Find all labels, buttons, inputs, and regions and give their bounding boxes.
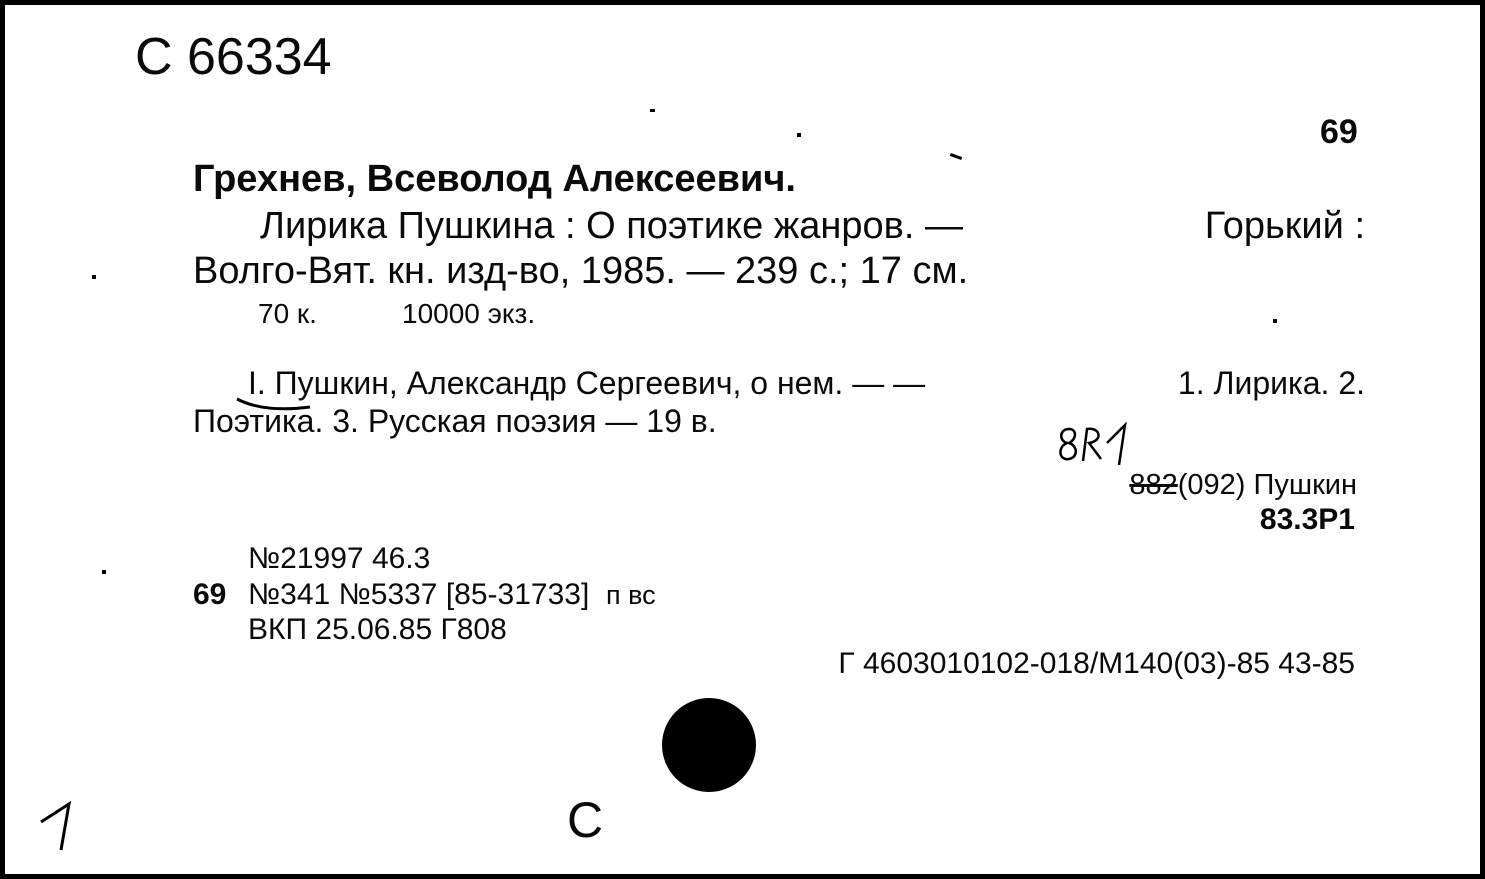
registration-prefix: 69	[193, 578, 227, 611]
crossed-out-class: 882	[1129, 469, 1178, 501]
subject-headings-line-2: Поэтика. 3. Русская поэзия — 19 в.	[193, 403, 717, 439]
speck-dot	[1273, 319, 1277, 323]
speck-dot	[797, 133, 801, 137]
top-number: 69	[1320, 113, 1358, 151]
bbk-code: 83.3Р1	[1259, 503, 1355, 536]
registration-line-3: ВКП 25.06.85 Г808	[248, 613, 507, 646]
speck-dot	[92, 275, 96, 279]
call-number: С 66334	[135, 28, 332, 86]
class-rest: (092) Пушкин	[1177, 469, 1357, 501]
print-run: 10000 экз.	[402, 298, 536, 329]
punch-hole	[662, 698, 756, 792]
publication-index-code: Г 4603010102-018/М140(03)-85 43-85	[838, 647, 1355, 680]
handwritten-classification-icon	[1055, 421, 1135, 471]
subject-headings-line-1-left: I. Пушкин, Александр Сергеевич, о нем. — —	[248, 365, 926, 401]
speck-dot	[650, 109, 655, 112]
registration-line-1: №21997 46.3	[248, 542, 431, 575]
handwritten-mark-icon	[35, 800, 85, 855]
title-line-1-right: Горький :	[1204, 205, 1365, 247]
author-heading: Грехнев, Всеволод Алексеевич.	[193, 158, 796, 200]
bottom-letter: С	[567, 792, 604, 848]
speck-dot	[950, 153, 962, 160]
title-line-2: Волго-Вят. кн. изд-во, 1985. — 239 с.; 17 см.	[193, 250, 969, 292]
price: 70 к.	[258, 298, 317, 329]
registration-line-2	[248, 578, 656, 612]
classification-line	[1129, 469, 1357, 502]
speck-dot	[102, 570, 106, 574]
registration-line-2-suffix: п вс	[605, 580, 656, 610]
title-line-1-left: Лирика Пушкина : О поэтике жанров. —	[260, 205, 963, 247]
registration-line-2-main: №341 №5337 [85-31733]	[248, 578, 590, 611]
subject-headings-line-1-right: 1. Лирика. 2.	[1177, 365, 1365, 401]
